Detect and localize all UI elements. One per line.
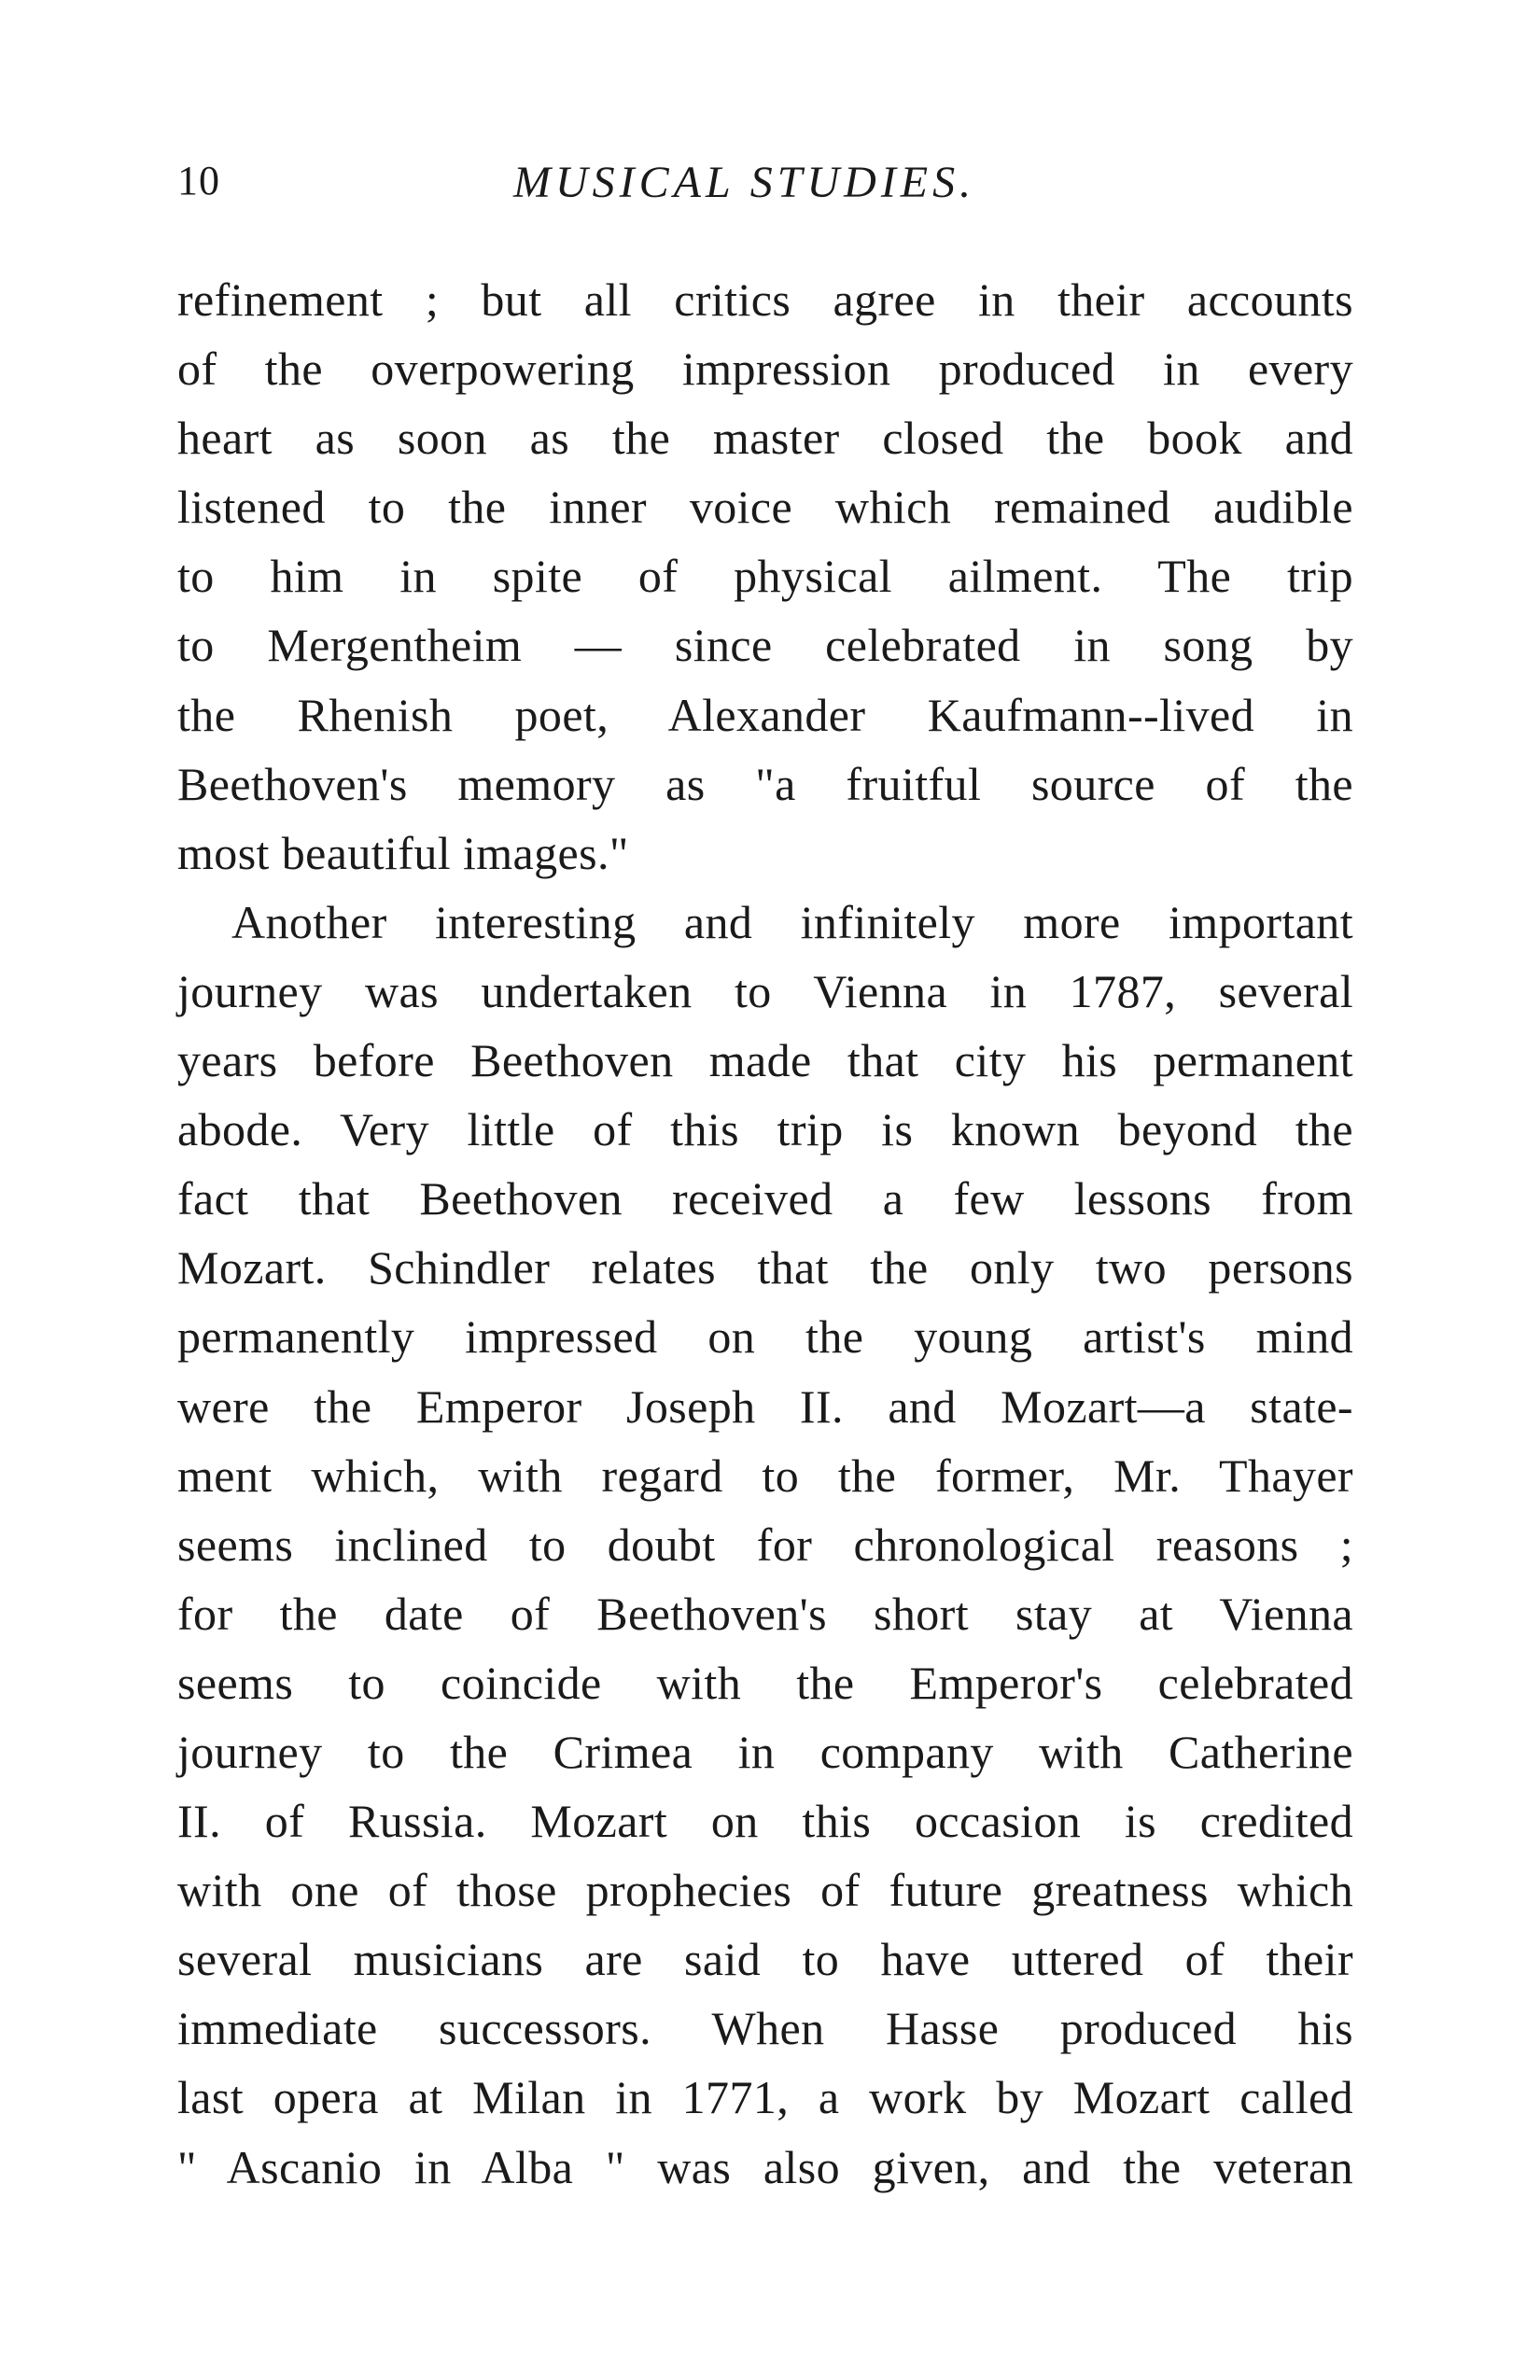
text-line: heart as soon as the master closed the book and [177, 412, 1353, 465]
text-line: refinement ; but all critics agree in their accounts [177, 273, 1353, 326]
text-line: permanently impressed on the young artist's mind [177, 1310, 1353, 1364]
text-line-paragraph-end: most beautiful images." [177, 826, 629, 879]
text-line: II. of Russia. Mozart on this occasion is credited [177, 1795, 1353, 1848]
text-line: were the Emperor Joseph II. and Mozart—a state- [177, 1379, 1353, 1433]
text-line: Mozart. Schindler relates that the only two persons [177, 1241, 1353, 1295]
text-line: for the date of Beethoven's short stay at Vienna [177, 1587, 1353, 1640]
text-line: several musicians are said to have uttered of their [177, 1933, 1353, 1986]
text-line: journey was undertaken to Vienna in 1787, several [177, 964, 1353, 1017]
body-text [177, 265, 1353, 2202]
text-line: last opera at Milan in 1771, a work by Mozart called [177, 2071, 1353, 2124]
text-line: journey to the Crimea in company with Catherine [177, 1725, 1353, 1778]
page-header [177, 157, 1353, 213]
text-line: to Mergentheim — since celebrated in song by [177, 619, 1353, 672]
text-line: Beethoven's memory as "a fruitful source of the [177, 757, 1353, 810]
text-line: with one of those prophecies of future greatness which [177, 1864, 1353, 1917]
text-line: fact that Beethoven received a few lessons from [177, 1172, 1353, 1225]
text-line: immediate successors. When Hasse produced his [177, 2002, 1353, 2055]
running-title: MUSICAL STUDIES. [513, 158, 976, 207]
text-line: abode. Very little of this trip is known beyond the [177, 1103, 1353, 1156]
text-line: years before Beethoven made that city his permanent [177, 1034, 1353, 1087]
text-line: listened to the inner voice which remained audible [177, 481, 1353, 534]
text-line: seems to coincide with the Emperor's celebrated [177, 1656, 1353, 1709]
page-number: 10 [177, 158, 220, 203]
text-line: of the overpowering impression produced in every [177, 343, 1353, 396]
text-line: seems inclined to doubt for chronological reasons ; [177, 1518, 1353, 1571]
text-line: the Rhenish poet, Alexander Kaufmann--lived in [177, 688, 1353, 741]
text-line: ment which, with regard to the former, Mr. Thayer [177, 1449, 1353, 1502]
text-line: " Ascanio in Alba " was also given, and the veteran [177, 2140, 1353, 2193]
text-line-paragraph-start: Another interesting and infinitely more important [231, 895, 1353, 948]
text-line: to him in spite of physical ailment. The trip [177, 550, 1353, 603]
